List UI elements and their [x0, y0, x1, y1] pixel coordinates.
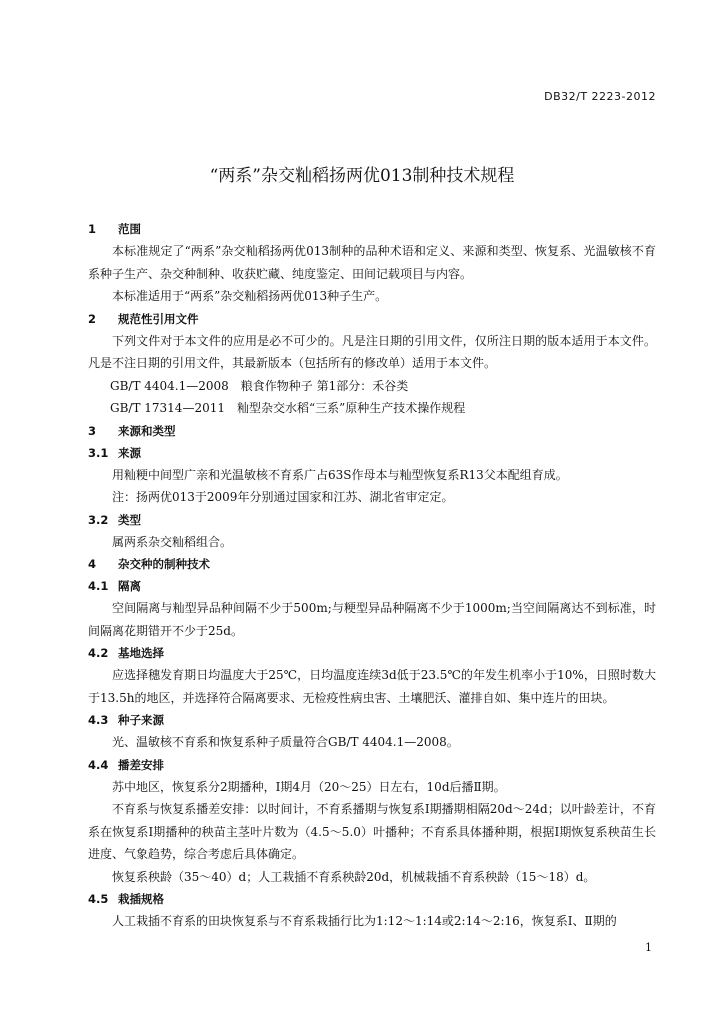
- paragraph: 用籼粳中间型广亲和光温敏核不育系广占63S作母本与籼型恢复系R13父本配组育成。: [112, 467, 568, 482]
- paragraph: 人工栽插不育系的田块恢复系与不育系栽插行比为1:12～1:14或2:14～2:16，恢复系Ⅰ、Ⅱ期的: [112, 914, 617, 928]
- subsection-heading: 4.3 种子来源: [88, 713, 164, 727]
- paragraph: 本标准适用于“两系”杂交籼稻扬两优013种子生产。: [112, 289, 388, 303]
- section-heading: 1 范围: [88, 222, 141, 236]
- subsection-heading: 4.5 栽插规格: [88, 892, 164, 906]
- paragraph: 空间隔离与籼型异品种间隔不少于500m;与粳型异品种隔离不少于1000m;当空间隔离达不到标准，时间隔离花期错开不少于25d。: [88, 601, 656, 638]
- paragraph: 光、温敏核不育系和恢复系种子质量符合GB/T 4404.1—2008。: [112, 735, 459, 749]
- subsection-heading: 4.2 基地选择: [88, 646, 164, 660]
- paragraph: 属两系杂交籼稻组合。: [112, 534, 233, 549]
- reference-item: GB/T 17314—2011 籼型杂交水稻“三系”原种生产技术操作规程: [110, 401, 466, 415]
- paragraph: 恢复系秧龄（35～40）d；人工栽插不育系秧龄20d，机械栽插不育系秧龄（15～18）d。: [112, 869, 596, 884]
- page-title: “两系”杂交籼稻扬两优013制种技术规程: [209, 166, 515, 186]
- section-heading: 3 来源和类型: [88, 423, 176, 438]
- section-heading: 2 规范性引用文件: [88, 311, 199, 326]
- paragraph: 本标准规定了“两系”杂交籼稻扬两优013制种的品种术语和定义、来源和类型、恢复系、光温敏核不育系种子生产、杂交种制种、收获贮藏、纯度鉴定、田间记载项目与内容。: [88, 244, 656, 281]
- page-number: 1: [645, 941, 652, 954]
- subsection-heading: 4.4 播差安排: [88, 757, 164, 772]
- document-body: [88, 218, 656, 933]
- subsection-heading: 3.1 来源: [88, 445, 141, 460]
- document-code: DB32/T 2223-2012: [544, 90, 656, 103]
- note: 注：扬两优013于2009年分别通过国家和江苏、湖北省审定定。: [112, 490, 454, 504]
- subsection-heading: 3.2 类型: [88, 512, 141, 527]
- paragraph: 应选择穗发育期日均温度大于25℃，日均温度连续3d低于23.5℃的年发生机率小于10%，日照时数大于13.5h的地区，并选择符合隔离要求、无检疫性病虫害、土壤肥沃、灌排自如、集中连片的田块。: [88, 668, 656, 705]
- paragraph: 苏中地区，恢复系分2期播种，Ⅰ期4月（20～25）日左右，10d后播Ⅱ期。: [112, 779, 506, 794]
- paragraph: 不育系与恢复系播差安排：以时间计，不育系播期与恢复系Ⅰ期播期相隔20d～24d；以叶龄差计，不育系在恢复系Ⅰ期播种的秧苗主茎叶片数为（4.5～5.0）叶播种；不育系具体播种期，根据Ⅰ期恢复系秧苗生长进度、气象趋势，综合考虑后具体确定。: [88, 802, 656, 861]
- subsection-heading: 4.1 隔离: [88, 579, 141, 593]
- section-heading: 4 杂交种的制种技术: [88, 557, 210, 571]
- reference-item: GB/T 4404.1—2008 粮食作物种子 第1部分：禾谷类: [110, 378, 409, 393]
- paragraph: 下列文件对于本文件的应用是必不可少的。凡是注日期的引用文件，仅所注日期的版本适用于本文件。凡是不注日期的引用文件，其最新版本（包括所有的修改单）适用于本文件。: [88, 333, 656, 370]
